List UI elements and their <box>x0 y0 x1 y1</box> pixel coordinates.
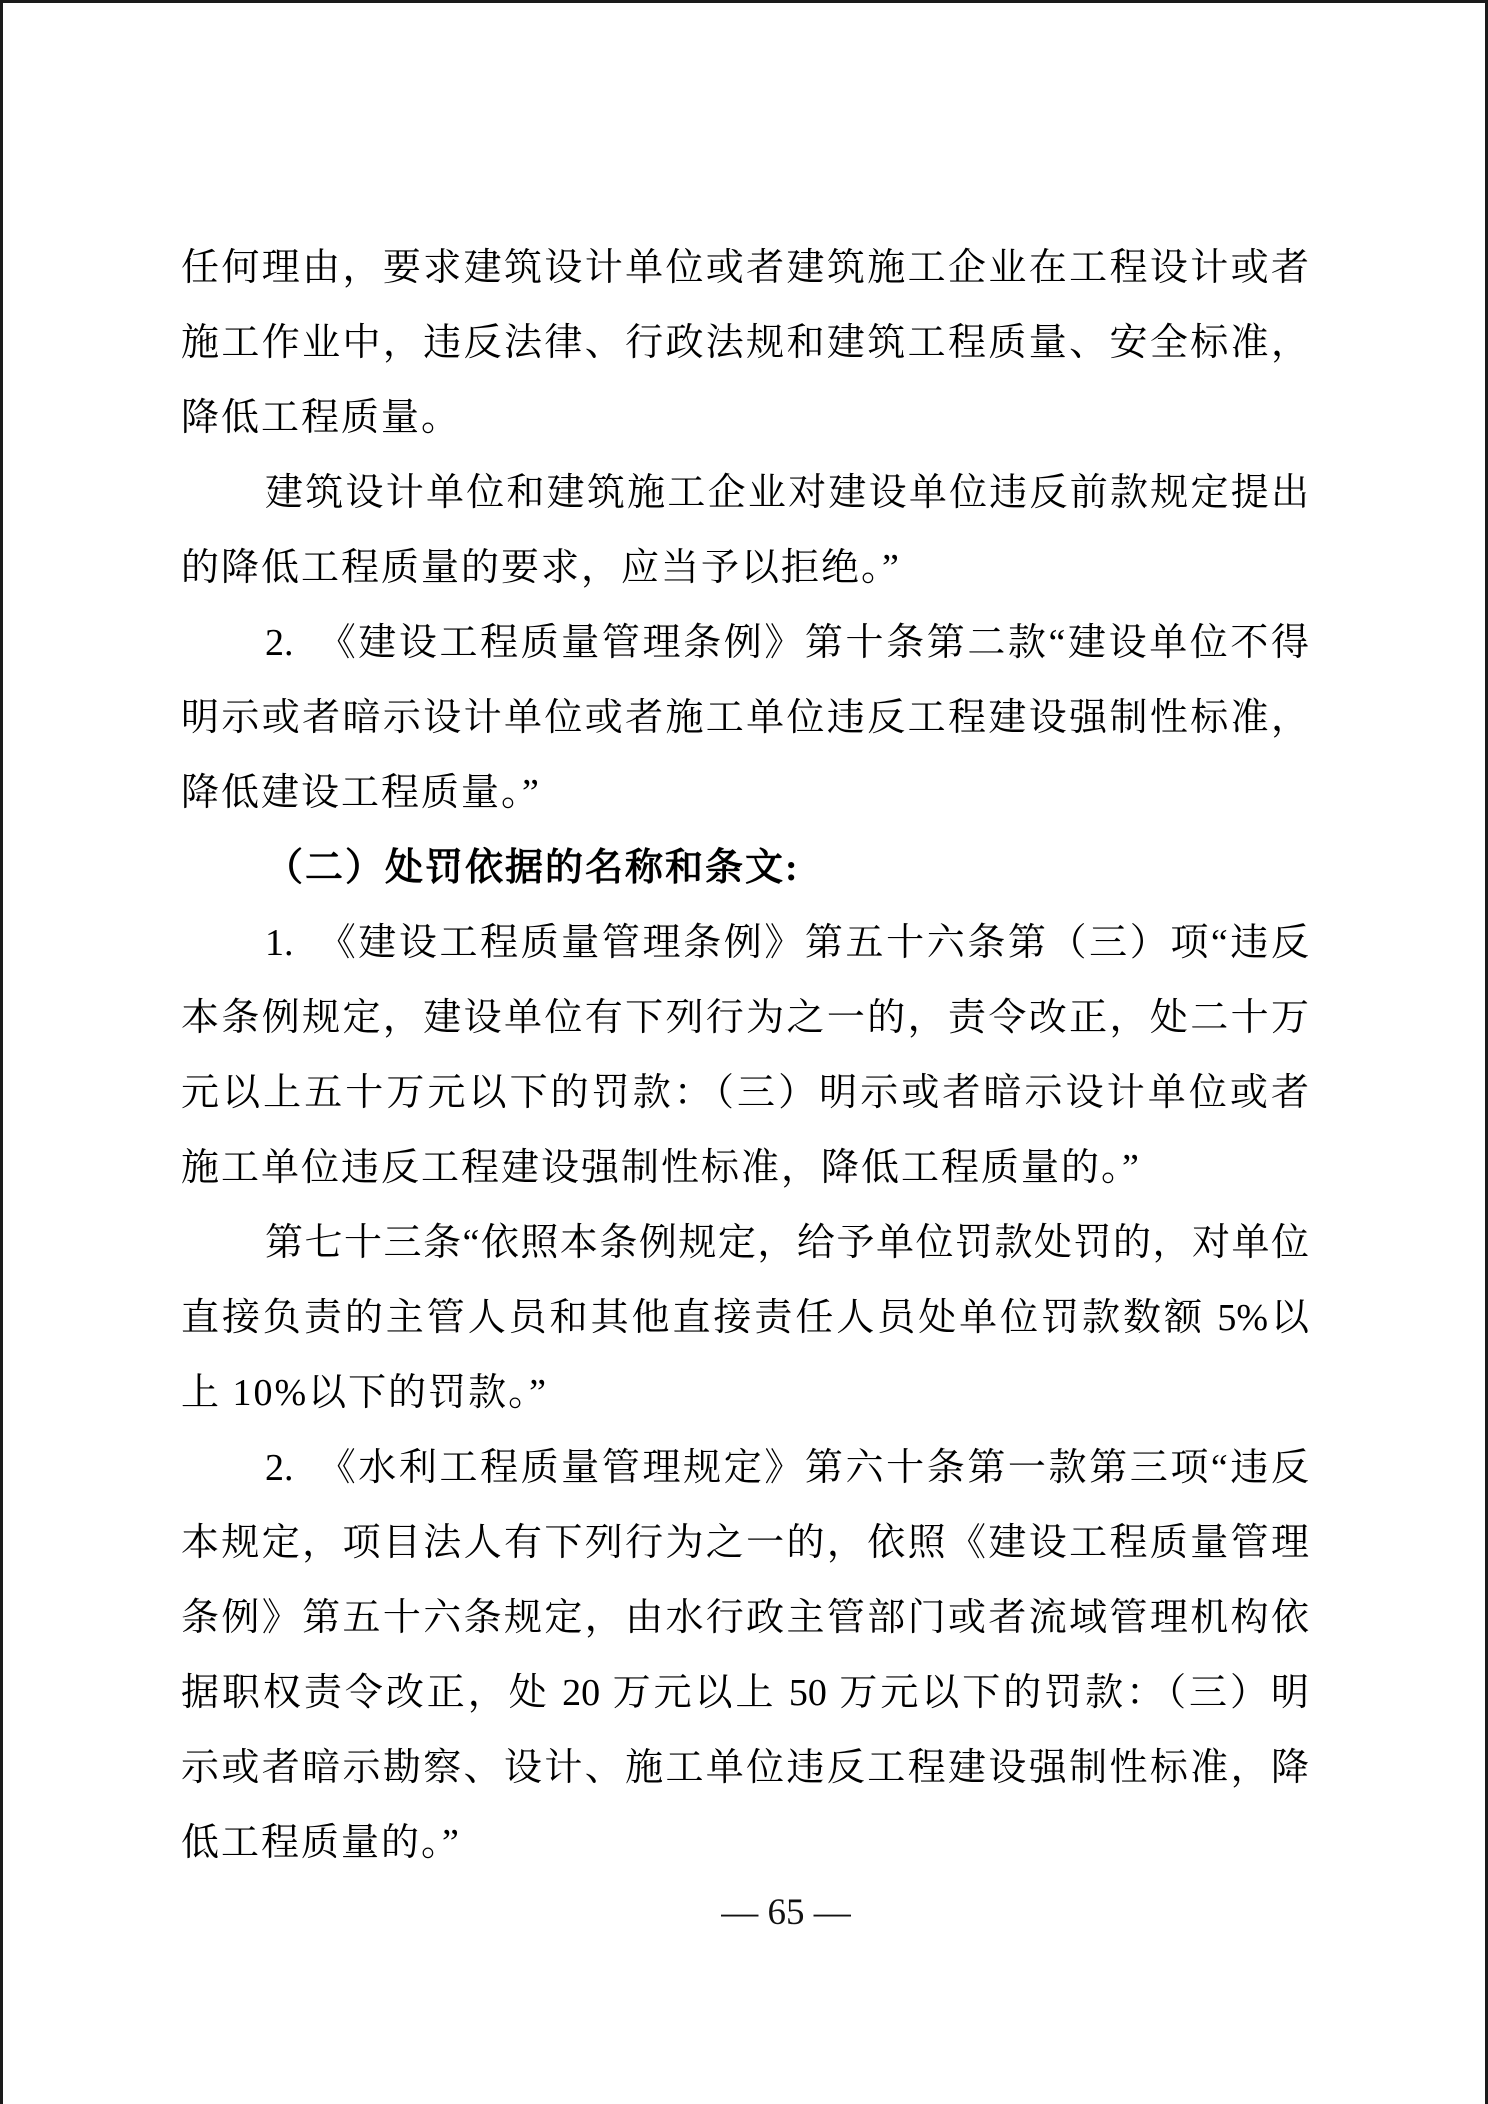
text-line: 元以上五十万元以下的罚款：（三）明示或者暗示设计单位或者 <box>181 1072 1309 1114</box>
text-line: 施工单位违反工程建设强制性标准，降低工程质量的。” <box>181 1147 1141 1189</box>
text-line: 建筑设计单位和建筑施工企业对建设单位违反前款规定提出 <box>265 472 1309 514</box>
text-line: 降低工程质量。 <box>181 397 462 439</box>
text-line: 上 10%以下的罚款。” <box>181 1372 549 1414</box>
text-line: 明示或者暗示设计单位或者施工单位违反工程建设强制性标准， <box>181 697 1309 739</box>
text-line: 2. 《水利工程质量管理规定》第六十条第一款第三项“违反 <box>265 1447 1309 1489</box>
text-line: 第七十三条“依照本条例规定，给予单位罚款处罚的，对单位 <box>265 1222 1309 1264</box>
text-line: 2. 《建设工程质量管理条例》第十条第二款“建设单位不得 <box>265 622 1309 664</box>
text-line: 1. 《建设工程质量管理条例》第五十六条第（三）项“违反 <box>265 922 1309 964</box>
page-number: — 65 — <box>721 1892 851 1933</box>
text-line: 低工程质量的。” <box>181 1822 461 1864</box>
text-line: 据职权责令改正，处 20 万元以上 50 万元以下的罚款：（三）明 <box>181 1672 1309 1714</box>
document-body <box>181 231 1309 1881</box>
text-line: 本规定，项目法人有下列行为之一的，依照《建设工程质量管理 <box>181 1522 1309 1564</box>
text-line: 条例》第五十六条规定，由水行政主管部门或者流域管理机构依 <box>181 1597 1309 1639</box>
text-line: 任何理由，要求建筑设计单位或者建筑施工企业在工程设计或者 <box>181 247 1309 289</box>
text-line: 示或者暗示勘察、设计、施工单位违反工程建设强制性标准，降 <box>181 1747 1309 1789</box>
text-line: 本条例规定，建设单位有下列行为之一的，责令改正，处二十万 <box>181 997 1309 1039</box>
text-line: 的降低工程质量的要求，应当予以拒绝。” <box>181 547 901 589</box>
text-line: （二）处罚依据的名称和条文: <box>265 847 800 889</box>
text-line: 直接负责的主管人员和其他直接责任人员处单位罚款数额 5%以 <box>181 1297 1309 1339</box>
text-line: 降低建设工程质量。” <box>181 772 541 814</box>
text-line: 施工作业中，违反法律、行政法规和建筑工程质量、安全标准， <box>181 322 1309 364</box>
